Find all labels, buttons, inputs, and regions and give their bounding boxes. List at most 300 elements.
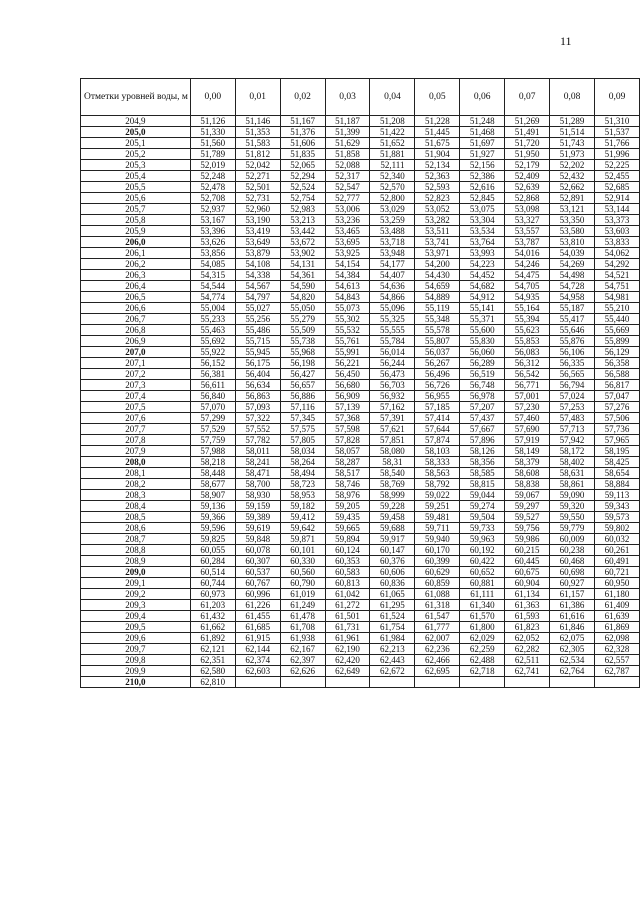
value-cell: 60,330 [280, 556, 325, 567]
value-cell: 58,953 [280, 490, 325, 501]
value-cell: 61,731 [325, 622, 370, 633]
value-cell: 61,386 [550, 600, 595, 611]
value-cell: 53,833 [595, 237, 640, 248]
value-cell: 56,611 [190, 380, 235, 391]
row-level-cell: 209,7 [81, 644, 191, 655]
value-cell: 51,583 [235, 138, 280, 149]
value-cell: 59,550 [550, 512, 595, 523]
value-cell: 52,754 [280, 193, 325, 204]
value-cell: 53,442 [280, 226, 325, 237]
value-cell: 61,616 [550, 611, 595, 622]
value-cell: 57,598 [325, 424, 370, 435]
table-row [81, 468, 640, 479]
value-cell: 58,425 [595, 457, 640, 468]
value-cell: 54,407 [370, 270, 415, 281]
value-cell: 58,723 [280, 479, 325, 490]
value-cell: 61,249 [280, 600, 325, 611]
row-level-cell: 205,4 [81, 171, 191, 182]
value-cell: 54,108 [235, 259, 280, 270]
row-level-cell: 206,5 [81, 292, 191, 303]
value-cell: 57,001 [505, 391, 550, 402]
value-cell: 54,016 [505, 248, 550, 259]
table-row [81, 380, 640, 391]
value-cell: 52,524 [280, 182, 325, 193]
value-cell: 61,570 [460, 611, 505, 622]
value-cell: 60,468 [550, 556, 595, 567]
value-cell: 52,891 [550, 193, 595, 204]
header-column: 0,09 [595, 79, 640, 116]
value-cell: 53,465 [325, 226, 370, 237]
value-cell: 54,430 [415, 270, 460, 281]
value-cell: 51,789 [190, 149, 235, 160]
value-cell: 51,652 [370, 138, 415, 149]
value-cell: 54,774 [190, 292, 235, 303]
value-cell: 52,225 [595, 160, 640, 171]
row-level-cell: 208,2 [81, 479, 191, 490]
value-cell: 52,455 [595, 171, 640, 182]
value-cell: 55,600 [460, 325, 505, 336]
value-cell: 53,396 [190, 226, 235, 237]
value-cell [505, 677, 550, 688]
value-cell: 55,807 [415, 336, 460, 347]
value-cell: 61,088 [415, 589, 460, 600]
value-cell: 58,792 [415, 479, 460, 490]
value-cell: 58,861 [550, 479, 595, 490]
value-cell: 61,501 [325, 611, 370, 622]
row-level-cell: 208,4 [81, 501, 191, 512]
value-cell: 51,858 [325, 149, 370, 160]
value-cell: 55,394 [505, 314, 550, 325]
value-cell: 55,646 [550, 325, 595, 336]
value-cell: 59,688 [370, 523, 415, 534]
value-cell: 54,705 [505, 281, 550, 292]
value-cell: 54,223 [460, 259, 505, 270]
value-cell: 57,139 [325, 402, 370, 413]
value-cell: 54,200 [415, 259, 460, 270]
value-cell: 58,884 [595, 479, 640, 490]
value-cell: 56,634 [235, 380, 280, 391]
table-row [81, 424, 640, 435]
row-level-cell: 208,5 [81, 512, 191, 523]
row-level-cell: 210,0 [81, 677, 191, 688]
value-cell: 52,800 [370, 193, 415, 204]
value-cell: 51,950 [505, 149, 550, 160]
row-level-cell: 207,5 [81, 402, 191, 413]
value-cell: 62,787 [595, 666, 640, 677]
value-cell: 58,057 [325, 446, 370, 457]
value-cell: 57,070 [190, 402, 235, 413]
value-cell: 57,851 [370, 435, 415, 446]
value-cell: 58,654 [595, 468, 640, 479]
value-cell: 60,836 [370, 578, 415, 589]
value-cell: 62,741 [505, 666, 550, 677]
value-cell: 53,993 [460, 248, 505, 259]
value-cell: 53,029 [370, 204, 415, 215]
value-cell: 62,695 [415, 666, 460, 677]
value-cell: 59,343 [595, 501, 640, 512]
value-cell: 54,728 [550, 281, 595, 292]
value-cell: 56,473 [370, 369, 415, 380]
value-cell: 57,690 [505, 424, 550, 435]
table-row [81, 270, 640, 281]
table-row [81, 490, 640, 501]
value-cell: 60,376 [370, 556, 415, 567]
value-cell: 59,940 [415, 534, 460, 545]
table-row [81, 292, 640, 303]
value-cell: 58,563 [415, 468, 460, 479]
value-cell: 53,787 [505, 237, 550, 248]
value-cell: 59,044 [460, 490, 505, 501]
value-cell: 57,391 [370, 413, 415, 424]
value-cell: 61,455 [235, 611, 280, 622]
value-cell: 56,106 [550, 347, 595, 358]
value-cell: 59,596 [190, 523, 235, 534]
value-cell: 53,098 [505, 204, 550, 215]
table-row [81, 578, 640, 589]
value-cell: 53,511 [415, 226, 460, 237]
value-cell: 60,055 [190, 545, 235, 556]
value-cell: 62,167 [280, 644, 325, 655]
value-cell: 56,657 [280, 380, 325, 391]
value-cell: 52,845 [460, 193, 505, 204]
row-level-cell: 205,5 [81, 182, 191, 193]
row-level-cell: 208,6 [81, 523, 191, 534]
value-cell: 55,876 [550, 336, 595, 347]
value-cell: 54,384 [325, 270, 370, 281]
row-level-cell: 205,8 [81, 215, 191, 226]
value-cell: 55,830 [460, 336, 505, 347]
value-cell: 54,131 [280, 259, 325, 270]
value-cell: 61,042 [325, 589, 370, 600]
value-cell: 54,958 [550, 292, 595, 303]
value-cell: 56,450 [325, 369, 370, 380]
table-row [81, 501, 640, 512]
row-level-cell: 209,0 [81, 567, 191, 578]
table-row [81, 358, 640, 369]
value-cell: 59,182 [280, 501, 325, 512]
row-level-cell: 209,9 [81, 666, 191, 677]
value-cell: 62,052 [505, 633, 550, 644]
value-cell: 56,565 [550, 369, 595, 380]
value-cell: 60,491 [595, 556, 640, 567]
header-column: 0,02 [280, 79, 325, 116]
value-cell: 59,665 [325, 523, 370, 534]
table-row [81, 446, 640, 457]
header-column: 0,05 [415, 79, 460, 116]
value-cell: 56,175 [235, 358, 280, 369]
value-cell: 52,685 [595, 182, 640, 193]
row-level-cell: 206,0 [81, 237, 191, 248]
value-cell: 55,187 [550, 303, 595, 314]
value-cell: 62,259 [460, 644, 505, 655]
value-cell: 57,575 [280, 424, 325, 435]
value-cell: 51,491 [505, 127, 550, 138]
value-cell: 61,708 [280, 622, 325, 633]
value-cell: 59,504 [460, 512, 505, 523]
value-cell: 61,639 [595, 611, 640, 622]
table-row [81, 457, 640, 468]
value-cell: 59,090 [550, 490, 595, 501]
value-cell: 56,726 [415, 380, 460, 391]
value-cell: 56,542 [505, 369, 550, 380]
value-cell: 56,358 [595, 358, 640, 369]
value-cell: 55,738 [280, 336, 325, 347]
value-cell: 51,376 [280, 127, 325, 138]
value-cell: 57,667 [460, 424, 505, 435]
value-cell: 52,570 [370, 182, 415, 193]
value-cell: 54,981 [595, 292, 640, 303]
value-cell: 56,037 [415, 347, 460, 358]
value-cell: 59,228 [370, 501, 415, 512]
value-cell: 58,149 [505, 446, 550, 457]
value-cell: 58,471 [235, 468, 280, 479]
value-cell [415, 677, 460, 688]
table-row [81, 435, 640, 446]
value-cell: 51,766 [595, 138, 640, 149]
value-cell: 55,761 [325, 336, 370, 347]
row-level-cell: 207,3 [81, 380, 191, 391]
table-row [81, 160, 640, 171]
value-cell: 59,205 [325, 501, 370, 512]
value-cell: 57,621 [370, 424, 415, 435]
value-cell: 53,603 [595, 226, 640, 237]
value-cell: 60,078 [235, 545, 280, 556]
row-level-cell: 209,1 [81, 578, 191, 589]
value-cell: 62,007 [415, 633, 460, 644]
table-header [81, 79, 640, 116]
value-cell: 53,580 [550, 226, 595, 237]
value-cell: 52,042 [235, 160, 280, 171]
row-level-cell: 204,9 [81, 116, 191, 127]
value-cell: 56,335 [550, 358, 595, 369]
header-column: 0,04 [370, 79, 415, 116]
value-cell [460, 677, 505, 688]
header-column: 0,03 [325, 79, 370, 116]
value-cell: 60,606 [370, 567, 415, 578]
value-cell [595, 677, 640, 688]
value-cell: 51,743 [550, 138, 595, 149]
value-cell: 51,330 [190, 127, 235, 138]
value-cell: 60,629 [415, 567, 460, 578]
value-cell: 59,779 [550, 523, 595, 534]
value-cell: 58,585 [460, 468, 505, 479]
value-cell: 61,340 [460, 600, 505, 611]
value-cell: 52,731 [235, 193, 280, 204]
value-cell: 55,210 [595, 303, 640, 314]
value-cell: 51,289 [550, 116, 595, 127]
value-cell: 55,486 [235, 325, 280, 336]
value-cell: 60,813 [325, 578, 370, 589]
value-cell: 54,843 [325, 292, 370, 303]
table-row [81, 633, 640, 644]
value-cell: 56,817 [595, 380, 640, 391]
row-level-cell: 209,8 [81, 655, 191, 666]
row-level-cell: 206,9 [81, 336, 191, 347]
value-cell: 53,948 [370, 248, 415, 259]
table-row [81, 325, 640, 336]
value-cell: 55,922 [190, 347, 235, 358]
value-cell: 61,754 [370, 622, 415, 633]
value-cell: 58,356 [460, 457, 505, 468]
value-cell: 60,147 [370, 545, 415, 556]
header-row [81, 79, 640, 116]
value-cell: 56,014 [370, 347, 415, 358]
value-cell: 57,942 [550, 435, 595, 446]
value-cell: 53,144 [595, 204, 640, 215]
value-cell: 57,162 [370, 402, 415, 413]
value-cell: 57,414 [415, 413, 460, 424]
value-cell: 54,498 [550, 270, 595, 281]
value-cell: 58,838 [505, 479, 550, 490]
value-cell: 51,904 [415, 149, 460, 160]
value-cell: 61,524 [370, 611, 415, 622]
value-cell: 57,552 [235, 424, 280, 435]
value-cell: 54,751 [595, 281, 640, 292]
value-cell: 55,325 [370, 314, 415, 325]
value-cell: 55,119 [415, 303, 460, 314]
value-cell: 54,544 [190, 281, 235, 292]
value-cell: 54,567 [235, 281, 280, 292]
value-cell: 55,669 [595, 325, 640, 336]
value-cell: 55,027 [235, 303, 280, 314]
value-cell: 54,820 [280, 292, 325, 303]
value-cell: 52,868 [505, 193, 550, 204]
value-cell: 61,226 [235, 600, 280, 611]
value-cell: 57,874 [415, 435, 460, 446]
value-cell: 56,794 [550, 380, 595, 391]
value-cell: 60,307 [235, 556, 280, 567]
table-row [81, 138, 640, 149]
value-cell: 56,680 [325, 380, 370, 391]
row-level-cell: 205,9 [81, 226, 191, 237]
table-row [81, 237, 640, 248]
row-level-cell: 207,7 [81, 424, 191, 435]
value-cell: 55,279 [280, 314, 325, 325]
row-level-cell: 205,2 [81, 149, 191, 160]
value-cell: 58,402 [550, 457, 595, 468]
table-row [81, 204, 640, 215]
value-cell: 60,032 [595, 534, 640, 545]
table-row [81, 545, 640, 556]
value-cell: 57,368 [325, 413, 370, 424]
value-cell [280, 677, 325, 688]
value-cell: 55,945 [235, 347, 280, 358]
value-cell: 51,269 [505, 116, 550, 127]
value-cell: 56,152 [190, 358, 235, 369]
value-cell: 58,746 [325, 479, 370, 490]
row-level-cell: 206,7 [81, 314, 191, 325]
value-cell: 57,299 [190, 413, 235, 424]
value-cell: 62,098 [595, 633, 640, 644]
value-cell: 62,236 [415, 644, 460, 655]
value-cell: 54,269 [550, 259, 595, 270]
value-cell: 56,129 [595, 347, 640, 358]
value-cell: 51,537 [595, 127, 640, 138]
value-cell: 54,177 [370, 259, 415, 270]
value-cell: 61,984 [370, 633, 415, 644]
value-cell: 59,619 [235, 523, 280, 534]
page-number: 11 [560, 34, 572, 48]
value-cell: 61,823 [505, 622, 550, 633]
row-level-cell: 208,8 [81, 545, 191, 556]
value-cell: 59,274 [460, 501, 505, 512]
value-cell: 62,672 [370, 666, 415, 677]
value-cell: 52,937 [190, 204, 235, 215]
value-cell: 51,927 [460, 149, 505, 160]
value-cell: 62,305 [550, 644, 595, 655]
value-cell: 57,896 [460, 435, 505, 446]
value-cell: 52,134 [415, 160, 460, 171]
row-level-cell: 209,2 [81, 589, 191, 600]
value-cell: 59,389 [235, 512, 280, 523]
value-cell: 56,198 [280, 358, 325, 369]
table-row [81, 677, 640, 688]
value-cell: 51,310 [595, 116, 640, 127]
value-cell: 56,909 [325, 391, 370, 402]
value-cell: 56,703 [370, 380, 415, 391]
value-cell: 56,588 [595, 369, 640, 380]
table-row [81, 336, 640, 347]
value-cell: 62,420 [325, 655, 370, 666]
value-cell: 57,230 [505, 402, 550, 413]
value-cell: 53,213 [280, 215, 325, 226]
value-cell: 60,284 [190, 556, 235, 567]
value-cell: 61,915 [235, 633, 280, 644]
value-cell: 51,228 [415, 116, 460, 127]
table-row [81, 655, 640, 666]
value-cell: 60,950 [595, 578, 640, 589]
value-cell: 51,167 [280, 116, 325, 127]
value-cell: 57,460 [505, 413, 550, 424]
value-cell: 52,179 [505, 160, 550, 171]
row-level-cell: 205,7 [81, 204, 191, 215]
value-cell: 52,065 [280, 160, 325, 171]
header-level-column: Отметки уровней воды, м [81, 79, 191, 116]
value-cell: 58,999 [370, 490, 415, 501]
value-cell: 52,501 [235, 182, 280, 193]
value-cell: 60,767 [235, 578, 280, 589]
value-cell: 55,991 [325, 347, 370, 358]
row-level-cell: 207,4 [81, 391, 191, 402]
value-cell: 55,578 [415, 325, 460, 336]
table-row [81, 600, 640, 611]
value-cell: 58,126 [460, 446, 505, 457]
row-level-cell: 207,2 [81, 369, 191, 380]
value-cell: 57,047 [595, 391, 640, 402]
value-cell: 56,381 [190, 369, 235, 380]
header-column: 0,01 [235, 79, 280, 116]
value-cell: 55,050 [280, 303, 325, 314]
value-cell: 56,083 [505, 347, 550, 358]
value-cell: 51,835 [280, 149, 325, 160]
value-cell: 62,351 [190, 655, 235, 666]
value-cell: 54,636 [370, 281, 415, 292]
value-cell: 56,863 [235, 391, 280, 402]
value-cell: 57,437 [460, 413, 505, 424]
value-cell: 57,116 [280, 402, 325, 413]
table-row [81, 369, 640, 380]
value-cell: 61,272 [325, 600, 370, 611]
row-level-cell: 208,7 [81, 534, 191, 545]
value-cell: 54,889 [415, 292, 460, 303]
row-level-cell: 205,1 [81, 138, 191, 149]
value-cell: 59,573 [595, 512, 640, 523]
value-cell: 54,935 [505, 292, 550, 303]
value-cell: 59,113 [595, 490, 640, 501]
value-cell: 52,593 [415, 182, 460, 193]
row-level-cell: 209,5 [81, 622, 191, 633]
value-cell: 54,682 [460, 281, 505, 292]
